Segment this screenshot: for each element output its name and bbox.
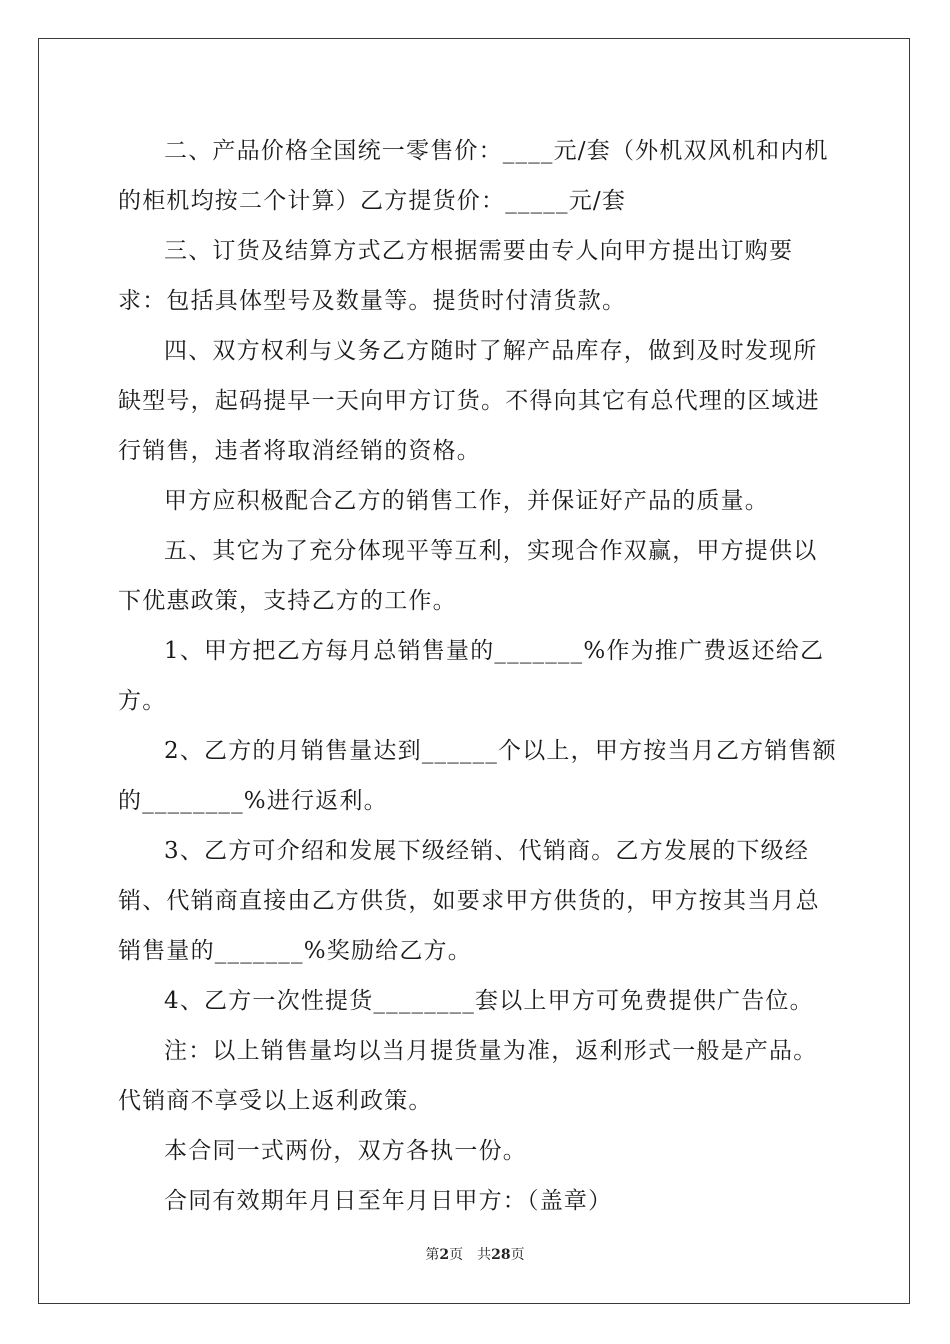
paragraph-ordering: 三、订货及结算方式乙方根据需要由专人向甲方提出订购要求：包括具体型号及数量等。提货时付清货款。 (118, 238, 794, 314)
paragraph-note: 注：以上销售量均以当月提货量为准，返利形式一般是产品。代销商不享受以上返利政策。 (118, 1038, 818, 1114)
paragraph-validity: 合同有效期年月日至年月日甲方：（盖章） (164, 1188, 613, 1214)
footer-total-suffix: 页 (510, 1247, 525, 1263)
footer-page-number: 2 (439, 1247, 450, 1263)
paragraph-item-2: 2、乙方的月销售量达到______个以上，甲方按当月乙方销售额的________%进行返利。 (118, 738, 837, 814)
paragraph-other: 五、其它为了充分体现平等互利，实现合作双赢，甲方提供以下优惠政策，支持乙方的工作。 (118, 538, 818, 614)
paragraph-party-a-duty: 甲方应积极配合乙方的销售工作，并保证好产品的质量。 (164, 488, 769, 514)
paragraph-item-3: 3、乙方可介绍和发展下级经销、代销商。乙方发展的下级经销、代销商直接由乙方供货，如要求甲方供货的，甲方按其当月总销售量的_______%奖励给乙方。 (118, 838, 820, 964)
paragraph-item-1: 1、甲方把乙方每月总销售量的_______%作为推广费返还给乙方。 (118, 638, 825, 714)
paragraph-item-4: 4、乙方一次性提货________套以上甲方可免费提供广告位。 (164, 988, 814, 1014)
footer-prefix: 第 (425, 1247, 440, 1263)
footer-total-prefix: 共 (477, 1247, 492, 1263)
page-footer (0, 1244, 950, 1264)
paragraph-price: 二、产品价格全国统一零售价：____元/套（外机双风机和内机的柜机均按二个计算）乙方提货价：_____元/套 (118, 138, 829, 214)
paragraph-copies: 本合同一式两份，双方各执一份。 (164, 1138, 527, 1164)
footer-page-suffix: 页 (449, 1247, 464, 1263)
document-body (118, 126, 838, 1226)
footer-total-pages: 28 (491, 1247, 511, 1263)
paragraph-rights: 四、双方权利与义务乙方随时了解产品库存，做到及时发现所缺型号，起码提早一天向甲方订货。不得向其它有总代理的区域进行销售，违者将取消经销的资格。 (118, 338, 820, 464)
